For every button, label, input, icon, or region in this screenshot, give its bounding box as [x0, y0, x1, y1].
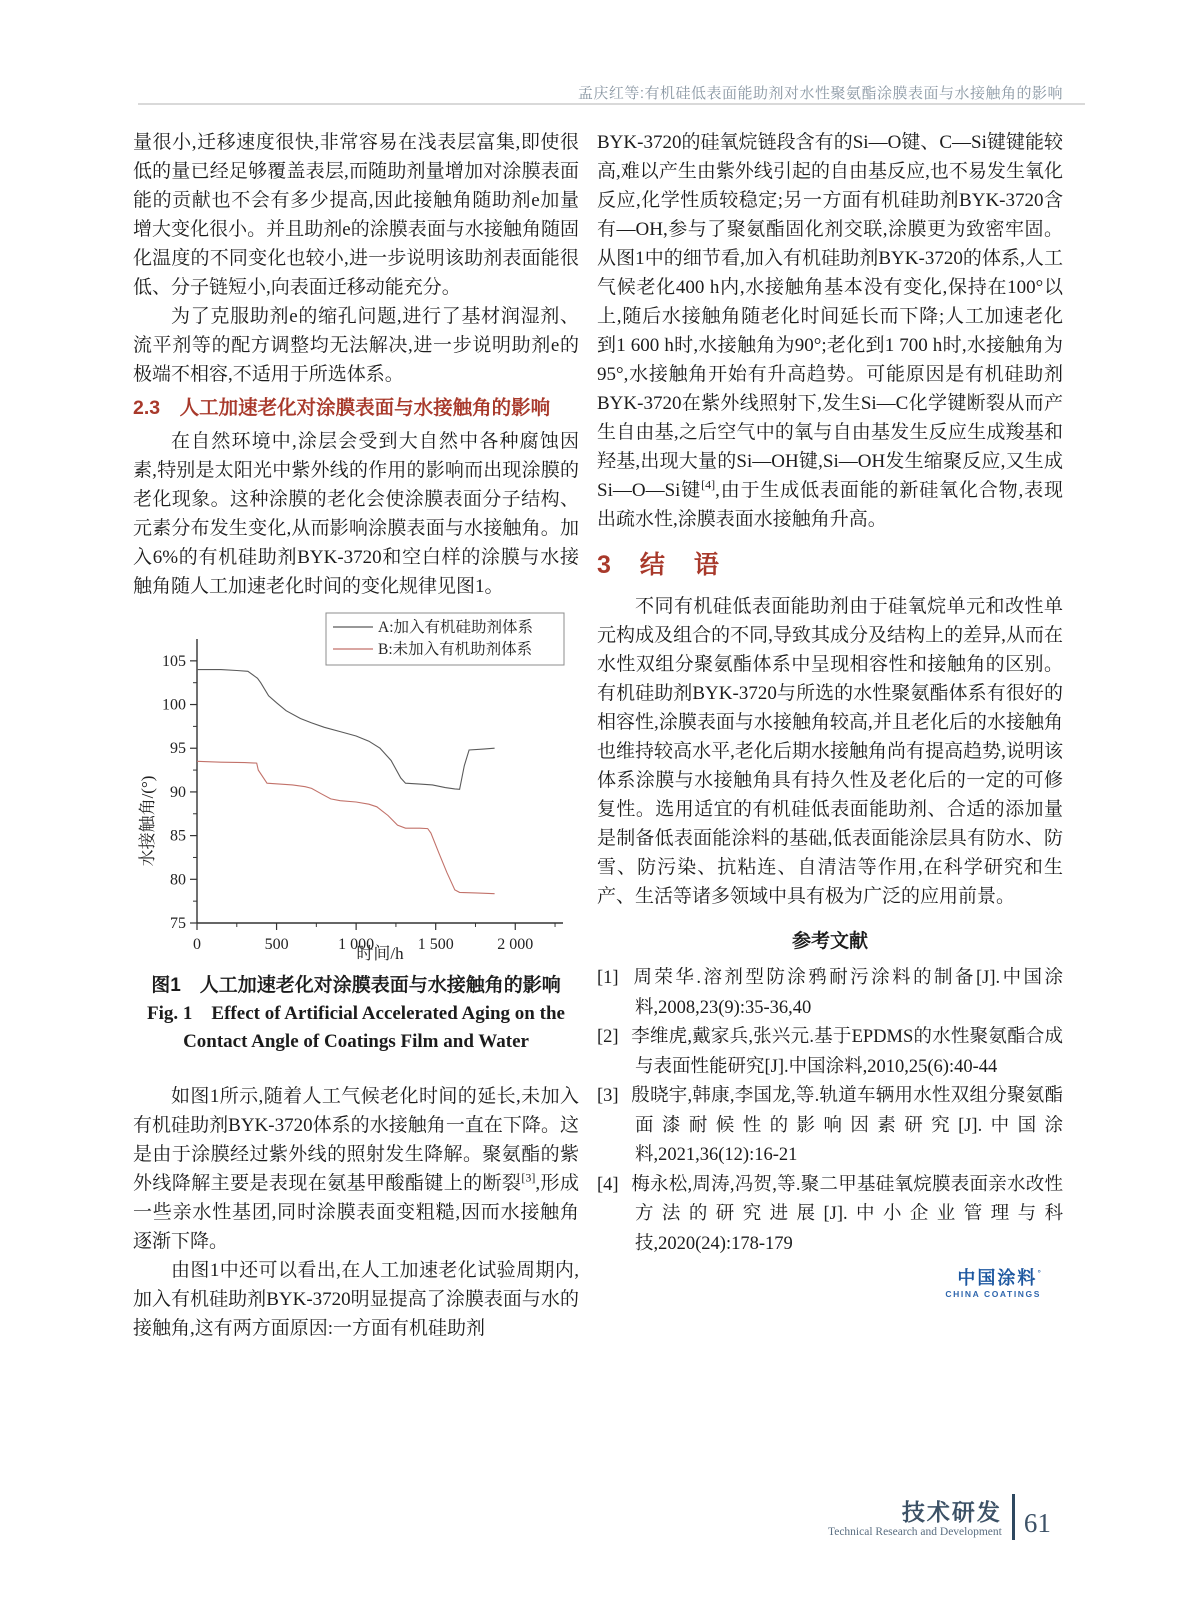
- svg-text:时间/h: 时间/h: [356, 944, 404, 963]
- paragraph: [133, 1082, 579, 1256]
- svg-text:75: 75: [170, 915, 186, 932]
- citation-ref-3: [3]: [521, 1170, 536, 1185]
- paragraph: 为了克服助剂e的缩孔问题,进行了基材润湿剂、流平剂等的配方调整均无法解决,进一步说明助剂e的极端不相容,不适用于所选体系。: [133, 306, 579, 385]
- paragraph: 由图1中还可以看出,在人工加速老化试验周期内,加入有机硅助剂BYK-3720明显提高了涂膜表面与水的接触角,这有两方面原因:一方面有机硅助剂: [133, 1260, 579, 1339]
- paragraph-text: ,由于生成低表面能的新硅氧化合物,表现出疏水性,涂膜表面水接触角升高。: [597, 480, 1063, 530]
- footer-section-zh: 技术研发: [901, 1499, 1002, 1525]
- paragraph-text: BYK-3720的硅氧烷链段含有的Si—O键、C—Si键键能较高,难以产生由紫外线引起的自由基反应,也不易发生氧化反应,化学性质较稳定;另一方面有机硅助剂BYK-3720含有—OH,参与了聚氨酯固化剂交联,涂膜更为致密牢固。从图1中的细节看,加入有机硅助剂BYK-3720的体系,人工气候老化400 h内,水接触角基本没有变化,保持在100°以上,随后水接触角随老化时间延长而下降;人工加速老化到1 600 h时,水接触角为90°;老化到1 700 h时,水接触角为95°,水接触角开始有升高趋势。可能原因是有机硅助剂BYK-3720在紫外线照射下,发生Si—C化学键断裂从而产生自由基,之后空气中的氧与自由基发生反应生成羧基和羟基,出现大量的Si—OH键,Si—OH发生缩聚反应,又生成Si—O—Si键: [597, 132, 1063, 501]
- reference-label: [2]: [597, 1027, 619, 1047]
- svg-text:0: 0: [193, 936, 201, 953]
- svg-text:2 000: 2 000: [497, 936, 534, 953]
- svg-text:90: 90: [170, 783, 186, 801]
- figure-1: [133, 609, 579, 1056]
- footer-divider-bar: [1012, 1494, 1015, 1540]
- page-number: 61: [1023, 1508, 1051, 1538]
- svg-text:500: 500: [264, 936, 289, 953]
- paragraph: 在自然环境中,涂层会受到大自然中各种腐蚀因素,特别是太阳光中紫外线的作用的影响而出现涂膜的老化现象。这种涂膜的老化会使涂膜表面分子结构、元素分布发生变化,从而影响涂膜表面与水接触角。加入6%的有机硅助剂BYK-3720和空白样的涂膜与水接触角随人工加速老化时间的变化规律见图1。: [133, 431, 579, 597]
- reference-text: 李维虎,戴家兵,张兴元.基于EPDMS的水性聚氨酯合成与表面性能研究[J].中国涂料,2010,25(6):40-44: [631, 1027, 1063, 1077]
- running-head: 孟庆红等:有机硅低表面能助剂对水性聚氨酯涂膜表面与水接触角的影响: [577, 85, 1063, 102]
- svg-text:1 500: 1 500: [417, 936, 454, 953]
- svg-text:水接触角/(°): 水接触角/(°): [138, 775, 157, 867]
- section-heading-2-3: 2.3 人工加速老化对涂膜表面与水接触角的影响: [133, 397, 551, 419]
- svg-text:95: 95: [170, 740, 186, 758]
- reference-item: [597, 964, 1063, 1023]
- svg-text:B:未加入有机助剂体系: B:未加入有机助剂体系: [378, 641, 533, 658]
- reference-label: [3]: [597, 1086, 619, 1106]
- svg-text:105: 105: [162, 652, 186, 670]
- paragraph-text: ,形成一些亲水性基团,同时涂膜表面变粗糙,因而水接触角逐渐下降。: [133, 1173, 579, 1252]
- svg-text:80: 80: [170, 871, 186, 889]
- logo-en-text: CHINA COATINGS: [945, 1288, 1041, 1299]
- reference-text: 梅永松,周涛,冯贺,等.聚二甲基硅氧烷膜表面亲水改性方法的研究进展[J].中小企业管理与科技,2020(24):178-179: [631, 1174, 1063, 1254]
- china-coatings-logo: [597, 1269, 1063, 1299]
- svg-text:A:加入有机硅助剂体系: A:加入有机硅助剂体系: [378, 619, 534, 636]
- figure1-caption-en: [133, 1000, 579, 1056]
- svg-text:85: 85: [170, 827, 186, 845]
- footer-section-labels: [828, 1499, 1002, 1540]
- logo-registered-mark: °: [1037, 1268, 1041, 1279]
- paragraph-text: 如图1所示,随着人工气候老化时间的延长,未加入有机硅助剂BYK-3720体系的水接触角一直在下降。这是由于涂膜经过紫外线的照射发生降解。聚氨酯的紫外线降解主要是表现在氨基甲酸酯键上的断裂: [133, 1086, 579, 1194]
- paragraph: 量很小,迁移速度很快,非常容易在浅表层富集,即使很低的量已经足够覆盖表层,而随助剂量增加对涂膜表面能的贡献也不会有多少提高,因此接触角随助剂e加量增大变化很小。并且助剂e的涂膜表面与水接触角随固化温度的不同变化也较小,进一步说明该助剂表面能很低、分子链短小,向表面迁移动能充分。: [133, 132, 579, 298]
- reference-label: [4]: [597, 1174, 619, 1195]
- right-column: [597, 128, 1063, 1299]
- reference-text: 周荣华.溶剂型防涂鸦耐污涂料的制备[J].中国涂料,2008,23(9):35-36,40: [631, 968, 1063, 1018]
- references-heading: 参考文献: [791, 931, 868, 952]
- page-footer: [828, 1494, 1068, 1540]
- reference-item: [597, 1171, 1063, 1260]
- header-rule: [138, 103, 1085, 105]
- reference-item: [597, 1023, 1063, 1082]
- paragraph: [597, 128, 1063, 534]
- reference-text: 殷晓宇,韩康,李国龙,等.轨道车辆用水性双组分聚氨酯面漆耐候性的影响因素研究[J].中国涂料,2021,36(12):16-21: [631, 1086, 1063, 1165]
- left-column: [133, 128, 579, 1343]
- figure1-caption-en-line1: Fig. 1 Effect of Artificial Accelerated Aging on the: [147, 1003, 565, 1024]
- citation-ref-4: [4]: [701, 477, 716, 492]
- logo-zh-text: 中国涂料: [957, 1268, 1038, 1288]
- figure1-chart: [133, 609, 585, 967]
- section-heading-3: 3 结 语: [597, 551, 721, 579]
- reference-label: [1]: [597, 968, 619, 988]
- figure1-caption-zh: 图1 人工加速老化对涂膜表面与水接触角的影响: [151, 975, 561, 996]
- svg-text:100: 100: [162, 696, 186, 714]
- paragraph: 不同有机硅低表面能助剂由于硅氧烷单元和改性单元构成及组合的不同,导致其成分及结构上的差异,从而在水性双组分聚氨酯体系中呈现相容性和接触角的区别。有机硅助剂BYK-3720与所选的水性聚氨酯体系有很好的相容性,涂膜表面与水接触角较高,并且老化后的水接触角也维持较高水平,老化后期水接触角尚有提高趋势,说明该体系涂膜与水接触角具有持久性及老化后的一定的可修复性。选用适宜的有机硅低表面能助剂、合适的添加量是制备低表面能涂料的基础,低表面能涂层具有防水、防雪、防污染、抗粘连、自清洁等作用,在科学研究和生产、生活等诸多领域中具有极为广泛的应用前景。: [597, 596, 1063, 907]
- figure1-caption-en-line2: Contact Angle of Coatings Film and Water: [183, 1031, 529, 1052]
- reference-item: [597, 1082, 1063, 1171]
- svg-text:1 000: 1 000: [338, 936, 375, 953]
- footer-section-en: Technical Research and Development: [828, 1526, 1002, 1538]
